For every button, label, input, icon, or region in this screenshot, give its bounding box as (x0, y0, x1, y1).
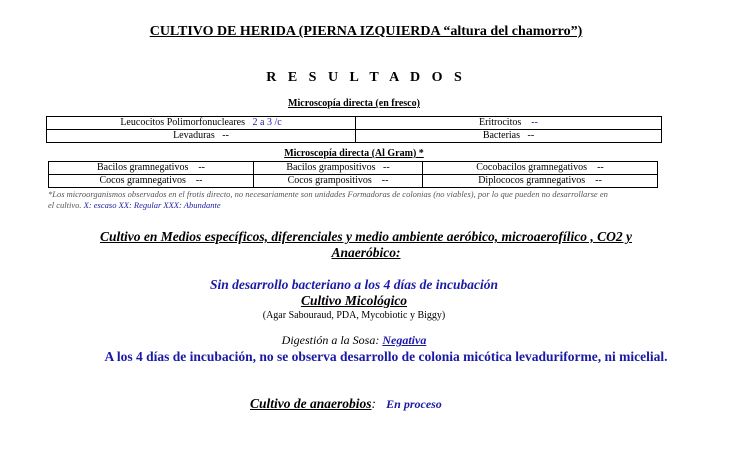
cell-label: Eritrocitos (479, 117, 522, 128)
anaerobios-value: En proceso (386, 397, 442, 411)
cultivo-result: Sin desarrollo bacteriano a los 4 días de incubación (209, 277, 499, 292)
gram-cell (254, 175, 423, 188)
cell-label: Bacterias (482, 130, 521, 141)
gram-cell (49, 162, 254, 175)
gram-cell (423, 162, 658, 175)
anaerobios-colon: : (371, 396, 377, 411)
fresco-cell (47, 130, 356, 143)
cell-label: Diplococos gramnegativos (478, 175, 586, 186)
gram-cell (49, 175, 254, 188)
cell-label: Cocos grampositivos (287, 175, 372, 186)
digestion-line (0, 333, 708, 348)
gram-cell (423, 175, 658, 188)
fresco-table (46, 116, 662, 143)
resultados-heading: R E S U L T A D O S (266, 70, 466, 85)
cell-label: Bacilos gramnegativos (96, 162, 189, 173)
table-row (49, 175, 658, 188)
cell-value: -- (531, 117, 538, 128)
cell-value: -- (595, 175, 602, 186)
cell-label: Cocos gramnegativos (99, 175, 186, 186)
cultivo-heading-line1: Cultivo en Medios específicos, diferenciales y medio ambiente aeróbico, microaerofílico , CO2 y (99, 229, 633, 244)
footnote-legend: X: escaso XX: Regular XXX: Abundante (83, 200, 221, 210)
gram-heading: Microscopía directa (Al Gram) * (284, 148, 424, 159)
digestion-value: Negativa (382, 333, 427, 347)
gram-table (48, 161, 658, 188)
fresco-heading: Microscopía directa (en fresco) (288, 98, 420, 109)
footnote (48, 189, 608, 211)
table-row (49, 162, 658, 175)
anaerobios-label: Cultivo de anaerobios (250, 396, 372, 411)
cell-value: -- (222, 130, 229, 141)
cultivo-heading-line2: Anaeróbico: (331, 245, 401, 260)
cell-value: -- (527, 130, 535, 141)
footnote-text: *Los microorganismos observados en el frotis directo, no necesariamente son unidades Formadoras de colonias (no viables), por lo que pueden no desarrollarse en el cultivo. (48, 189, 608, 210)
table-row (47, 117, 662, 130)
cell-value: -- (597, 162, 604, 173)
cell-label: Leucocitos Polimorfonucleares (120, 117, 246, 128)
anaerobios-line (250, 396, 442, 412)
fresco-cell (356, 117, 662, 130)
micologico-heading: Cultivo Micológico (300, 293, 408, 308)
cell-value: -- (381, 175, 389, 186)
cell-label: Levaduras (173, 130, 215, 141)
cell-value: 2 a 3 /c (252, 117, 282, 128)
fresco-cell (47, 117, 356, 130)
report-title: CULTIVO DE HERIDA (PIERNA IZQUIERDA “altura del chamorro”) (149, 24, 583, 39)
cell-label: Cocobacilos gramnegativos (476, 162, 588, 173)
cell-value: -- (383, 162, 390, 173)
digestion-label: Digestión a la Sosa: (281, 333, 383, 347)
cell-value: -- (195, 175, 203, 186)
fresco-cell (356, 130, 662, 143)
table-row (47, 130, 662, 143)
cell-label: Bacilos grampositivos (286, 162, 376, 173)
gram-cell (254, 162, 423, 175)
micologico-media: (Agar Sabouraud, PDA, Mycobiotic y Biggy) (262, 310, 446, 321)
cell-value: -- (198, 162, 206, 173)
micologico-result: A los 4 días de incubación, no se observa desarrollo de colonia micótica levaduriforme, ni micelial. (104, 349, 668, 364)
